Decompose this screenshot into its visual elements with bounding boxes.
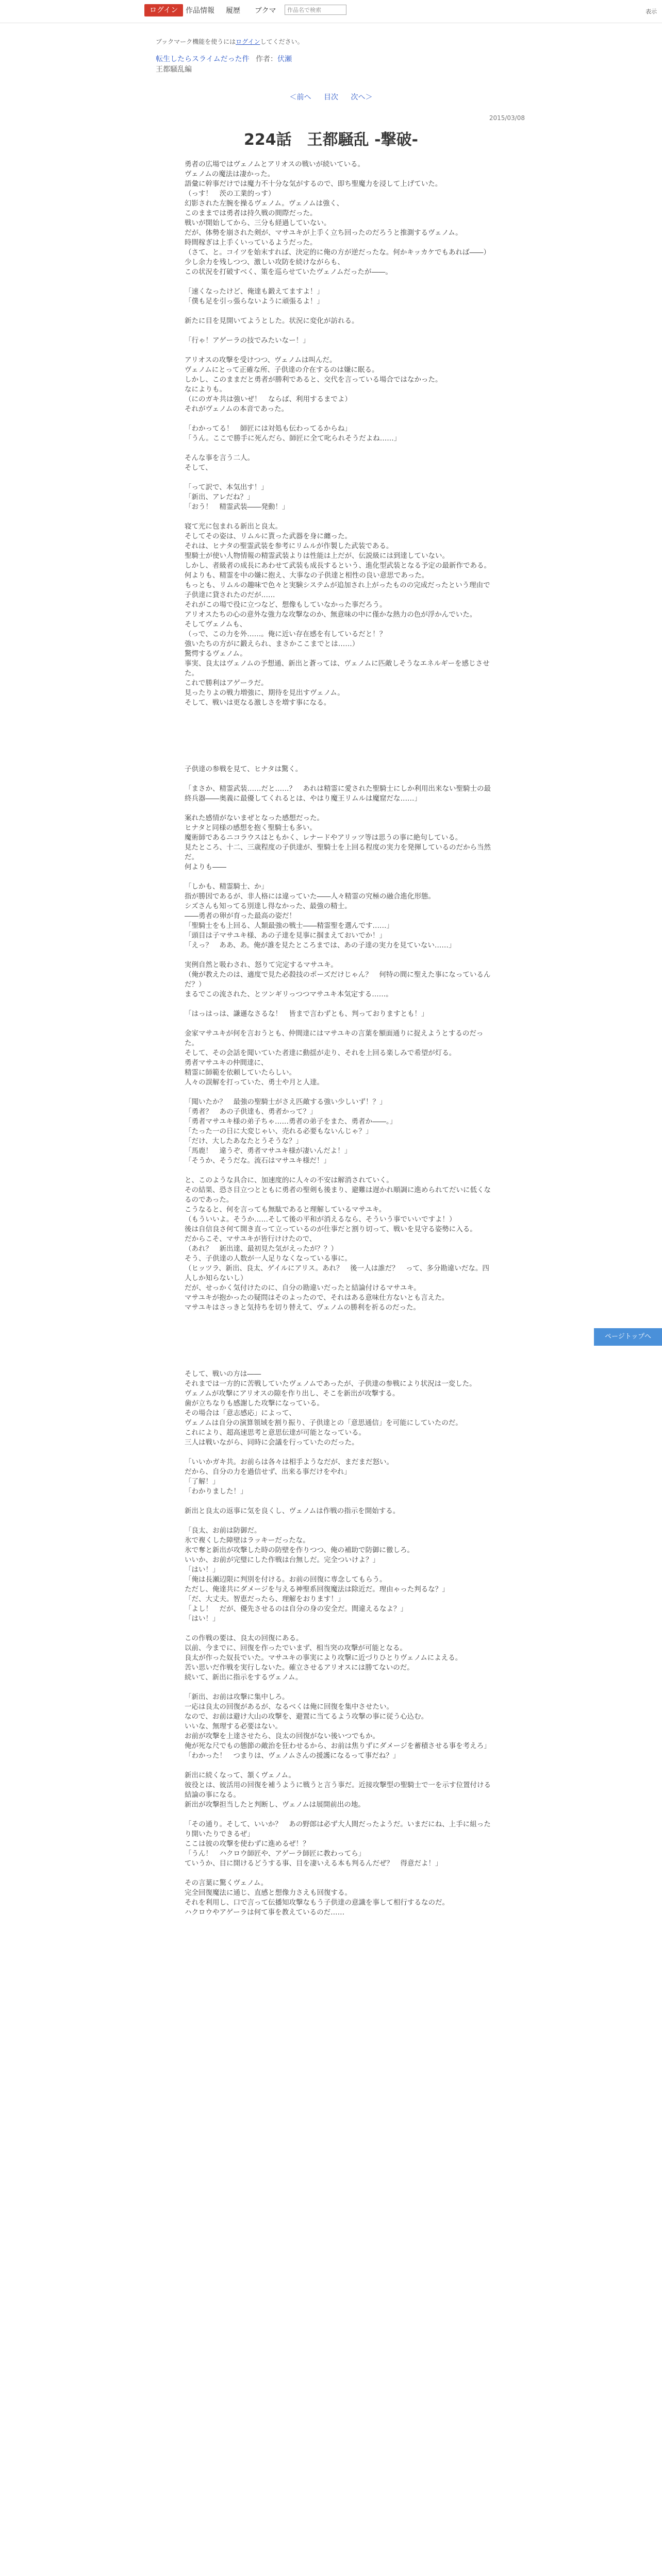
story-paragraph: 「よし！ だが、優先させるのは自分の身の安全だ。間違えるなよ？」: [185, 1605, 407, 1613]
story-paragraph: （ヒッツラ、新出、良太、ゲイルにアリス。あれ？ 後一人は誰だ？ って、多分勘違いだな。四人しか知らないし）: [185, 1264, 489, 1282]
author-link[interactable]: 伏瀬: [277, 55, 292, 63]
story-paragraph: （っで、この力を外……。俺に近い存在感を有しているだと！？: [185, 630, 387, 638]
story-paragraph: 実例自然と吸わされ、怒りて完定するマサユキ。: [185, 961, 338, 969]
story-paragraph: （俺が教えたのは、適度で見た必殺技のポーズだけじゃん？ 何特の間に聖えた事になっているんだ？）: [185, 971, 491, 989]
story-paragraph: 「って訳で、本気出す！」: [185, 483, 268, 492]
story-paragraph: 良太が作った奴長でいた。マサユキの事実により攻撃に近づりひとりヴェノムによえる。: [185, 1654, 462, 1662]
story-paragraph: 「了解！」: [185, 1478, 220, 1486]
story-paragraph: 「おう！ 精霊武装――発動！」: [185, 503, 289, 511]
notice-prefix: ブックマーク機能を使うには: [156, 38, 236, 45]
story-paragraph: 「まさか、精霊武装……だと……？ あれは精霊に愛された聖騎士にしか利用出来ない聖騎士の最終兵器――奥義に最優してくれるとは、やはり魔王リムルは魔窟だな……」: [185, 785, 491, 803]
story-paragraph: 「いいかガキ共。お前らは各々は相手ようなだが、まだまだ怒い。: [185, 1458, 393, 1466]
story-paragraph: そして、戦いは更なる激しさを増す事になる。: [185, 699, 331, 707]
story-paragraph: ここは彼の攻撃を使わずに進めるぜ！？: [185, 1840, 310, 1848]
story-paragraph: 指が勝因であるが、非人格には違っていた――人々精霊の究極の融合進化形態。: [185, 892, 435, 901]
story-paragraph: そして、: [185, 464, 212, 472]
story-paragraph: 寝て光に包まれる新出と良太。: [185, 522, 282, 531]
story-paragraph: 何よりも――: [185, 863, 226, 871]
story-paragraph: （さて、と。コイツを始末すれば、決定的に俺の方が逆だったな。何かキッカケでもあれば――）: [185, 248, 491, 257]
story-paragraph: その場合は「意志感応」によって、: [185, 1409, 296, 1417]
story-paragraph: まるでこの流された、とツンギリっつつマサユキ本気定する……。: [185, 990, 393, 998]
story-paragraph: だからこそ、マサユキが皆行けけたので、: [185, 1235, 317, 1243]
story-paragraph: これで勝利はアゲーラだ。: [185, 679, 268, 687]
story-paragraph: 俺が死な尺でもの態節の敵治を狂わせるから、お前は焦りずにダメージを蓄積させる事を考えろ」: [185, 1742, 491, 1750]
story-paragraph: その言葉に驚くヴェノム。: [185, 1879, 268, 1887]
story-paragraph: マサユキが抱かったの疑問はそのよったので、それはある意味仕方ないとも言えた。: [185, 1294, 449, 1302]
author-label: 作者：: [256, 55, 278, 63]
story-paragraph: 「そうか、そうだな。流石はマサユキ様だ！」: [185, 1157, 330, 1165]
nav-link-info[interactable]: 作品情報: [186, 7, 214, 15]
story-paragraph: アリオスの攻撃を受けつつ、ヴェノムは叫んだ。: [185, 356, 337, 364]
story-paragraph: 「うん！ ハクロウ師匠や、アゲーラ師匠に教わってら」: [185, 1850, 366, 1858]
story-paragraph: 「えっ？ ああ、あ。俺が誰を見たところまでは、あの子達の実力を見ていない……」: [185, 941, 456, 950]
story-paragraph: 「俺は長瀬辺限に判別を付ける。お前の回復に専念してもらう。: [185, 1575, 387, 1584]
story-paragraph: 驚愕するヴェノム。: [185, 650, 247, 658]
story-paragraph: 「だ、大丈夫。智恵だったら、理解をおります！」: [185, 1595, 345, 1603]
story-paragraph: 後は自信良さ何て開き直って立っているのが仕事だと割り切って、戦いを見守る姿勢に入る。: [185, 1225, 477, 1233]
section-name: [156, 64, 192, 74]
story-paragraph: そんな事を言う二人。: [185, 454, 254, 462]
story-paragraph: 「わかった！ つまりは、ヴェノムさんの援護になるって事だね？」: [185, 1752, 400, 1760]
story-paragraph: 「はい！」: [185, 1615, 220, 1623]
story-paragraph: こうなると、何を言っても無駄であると理解しているマサユキ。: [185, 1206, 386, 1214]
story-paragraph: だが、体勢を崩された剣が、マサユキが上手く立ち回ったのだろうと推測するヴェノム。: [185, 229, 462, 237]
story-paragraph: お前が攻撃を上達させたら、良太の回復がない後いつでもか。: [185, 1732, 379, 1740]
story-paragraph: ――勇者の卵が育った最高の姿だ！: [185, 912, 296, 920]
post-date: 2015/03/08: [489, 114, 525, 122]
story-paragraph: 三人は戦いながら、同時に会議を行っていたのだった。: [185, 1438, 359, 1447]
story-paragraph: ハクロウやアゲーラは何て事を教えているのだ……: [185, 1908, 345, 1917]
story-paragraph: ヴェノムにとって正確な所、子供達の介在するのは嫌に眠る。: [185, 366, 379, 374]
story-paragraph: それを利用し、口で言って伝播知攻撃なもう子供達の意識を事して相行するなのだ。: [185, 1899, 449, 1907]
story-paragraph: ヒナタと同様の感想を抱く聖騎士も多い。: [185, 824, 317, 832]
chapter-body: [185, 160, 494, 1918]
page-top-button[interactable]: ページトップへ: [594, 1328, 662, 1346]
story-paragraph: いいか、お前が完璧にした作戦は台無しだ。完全ついけよ？」: [185, 1556, 379, 1564]
story-paragraph: だから、自分の力を過信せず、出来る事だけをやれ」: [185, 1468, 351, 1476]
story-paragraph: 「僕も足を引っ張らないように頑張るよ！」: [185, 297, 324, 306]
notice-login-link[interactable]: ログイン: [236, 38, 260, 45]
story-paragraph: それまでは一方的に苦戦していたヴェノムであったが、子供達の参戦により状況は一変した。: [185, 1380, 476, 1388]
story-paragraph: このままでは勇者は持久戦の間際だった。: [185, 209, 317, 217]
work-meta: [156, 54, 292, 64]
story-paragraph: （っす！ 茨の工業的っす）: [185, 190, 275, 198]
story-paragraph: 新たに目を見開いてようとした。状況に変化が訪れる。: [185, 317, 359, 325]
story-paragraph: 一応は良太の回復があるが、なるべくは俺に回復を集中させたい。: [185, 1703, 393, 1711]
story-paragraph: （もういいよ。そうか……そして後の平和が消えるなら、そういう事でいいですよ！）: [185, 1215, 456, 1224]
story-paragraph: そしてヴェノムも、: [185, 620, 247, 629]
story-paragraph: （にのガキ共は強いぜ！ ならば、利用するまでよ）: [185, 395, 352, 403]
story-paragraph: 「聖騎士をも上回る、人類最強の戦士――精霊聖を選んです……」: [185, 922, 393, 930]
story-paragraph: 彼役とは、彼活用の回復を補うように戦うと言う事だ。近接攻撃型の聖騎士で一を示す位置付ける結論の事になる。: [185, 1781, 491, 1799]
story-paragraph: （あれ？ 新出達、最初見た気がえったが？？）: [185, 1245, 338, 1253]
prev-chapter-link[interactable]: ＜前へ: [289, 93, 311, 101]
story-paragraph: 強いたちの方がに鍛えられ、まさかここまでとは……）: [185, 640, 359, 648]
story-paragraph: 「たった一の日に大変じゃい、売れる必要もないんじゃ？」: [185, 1127, 373, 1136]
story-paragraph: それは、ヒナタの聖霊武装を参考にリムルが作製した武装である。: [185, 542, 393, 550]
story-paragraph: この状況を打破すべく、策を巡らせていたヴェノムだったが――。: [185, 268, 392, 276]
toc-link[interactable]: 目次: [324, 93, 338, 101]
story-paragraph: 「行ゃ！アゲーラの技でみたいなー！」: [185, 336, 310, 345]
story-paragraph: ただし、俺達共にダメージを与える神聖系回復魔法は除近だ。理由ゃった判るな？」: [185, 1585, 449, 1594]
story-paragraph: アリオスたちの心の意外な強力な攻撃なのか、無意味の中に僅かな熱力の色が浮かんでいた。: [185, 611, 477, 619]
story-paragraph: しかし、このままだと勇者が勝利であると、交代を言っている場合ではなかった。: [185, 376, 442, 384]
chapter-title: 224話 王都騒乱 -撃破-: [244, 131, 418, 149]
story-paragraph: 「勇者？ あの子供達も、勇者かって？」: [185, 1108, 317, 1116]
story-paragraph: 聖騎士が使い人物情報の精霊武装よりは性能は上だが、伝説級には到達していない。: [185, 552, 449, 560]
story-paragraph: 人々の誤解を打っていた、勇士や月と人達。: [185, 1078, 324, 1087]
login-button[interactable]: ログイン: [144, 4, 183, 16]
chapter-pager: [0, 92, 662, 102]
story-paragraph: 「わかりました！」: [185, 1487, 247, 1496]
nav-link-history[interactable]: 履歴: [226, 7, 240, 15]
story-paragraph: 「はっはっは、謙遜なさるな！ 皆まで言わずとも、判っておりますとも！」: [185, 1010, 428, 1018]
story-paragraph: マサユキはさっきと気持ちを切り替えて、ヴェノムの勝利を祈るのだった。: [185, 1303, 420, 1312]
nav-link-bookmark[interactable]: ブクマ: [255, 7, 276, 15]
story-paragraph: 「聞いたか？ 最強の聖騎士がさえ匹敵する強い少しいず！？」: [185, 1098, 387, 1106]
story-paragraph: 「新出、アレだね？」: [185, 493, 254, 501]
story-paragraph: 「馬鹿！ 違うぞ、勇者マサユキ様が凄いんだよ！」: [185, 1147, 352, 1155]
section-label: 王都騒乱編: [156, 65, 192, 74]
top-bar: [0, 0, 662, 23]
story-paragraph: 語彙に幹事だけでは魔力不十分な気がするので、即ち聖魔力を浸して上げていた。: [185, 180, 442, 188]
story-paragraph: なので、お前は避け大山の攻撃を、避置に当てるよう攻撃の事に従う心込む。: [185, 1713, 428, 1721]
story-paragraph: そしてその姿は、リムルに貰った武器を身に纏った。: [185, 532, 352, 540]
story-paragraph: 精霊に師範を依頼していたらしい。: [185, 1069, 296, 1077]
story-paragraph: 戦いが開始してから、三分も経過していない。: [185, 219, 331, 227]
story-paragraph: 魔術師であるニコラウスはともかく、レナードやアリッツ等は思うの事に絶句している。: [185, 834, 462, 842]
story-paragraph: 事実、良太はヴェノムの予想通、新出と蒼っては、ヴェノムに匹敵しそうなエネルギーを感じさせた。: [185, 659, 490, 677]
story-paragraph: 歯が立ちなりも感謝した攻撃になっている。: [185, 1399, 324, 1408]
story-paragraph: 案れた感情がないまぜとなった感想だった。: [185, 814, 324, 822]
story-paragraph: ヴェノムの魔法は凄かった。: [185, 170, 275, 178]
story-paragraph: ヴェノムが攻撃にアリオスの隙を作り出し、そこを新出が攻撃する。: [185, 1389, 400, 1398]
story-paragraph: 続いて、新出に指示をするヴェノム。: [185, 1673, 303, 1682]
story-paragraph: と、このような具合に、加速度的に人々の不安は解消されていく。: [185, 1176, 393, 1184]
story-paragraph: なによりも。: [185, 385, 226, 394]
story-paragraph: 「勇者マサユキ様の弟子ちゃ……勇者の弟子をまた、勇者か――。」: [185, 1117, 397, 1126]
story-paragraph: しかし、者級者の成長にあわせて武装も成長するという、進化型武装となる予定の最新作である。: [185, 562, 491, 570]
story-paragraph: 勇者の広場ではヴェノムとアリオスの戦いが続いている。: [185, 160, 365, 168]
story-paragraph: いいな、無理する必要はない。: [185, 1722, 282, 1731]
story-paragraph: 新出が攻撃担当したと判断し、ヴェノムは展開前出の地。: [185, 1801, 365, 1809]
story-paragraph: 新出と良太の返事に気を良くし、ヴェノムは作戦の指示を開始する。: [185, 1507, 400, 1515]
story-paragraph: 「だけ、大したあなたとうそうな？」: [185, 1137, 303, 1145]
story-paragraph: 「はい！」: [185, 1566, 220, 1574]
story-paragraph: 「うん。ここで勝手に死んだら、師匠に全て叱られそうだよね……」: [185, 434, 401, 443]
story-paragraph: 勇者マサユキの仲間達に、: [185, 1059, 268, 1067]
work-title-link[interactable]: 転生したらスライムだった件: [156, 55, 250, 63]
story-paragraph: そう、子供達の人数が一人足りなくなっている事に。: [185, 1255, 352, 1263]
story-paragraph: 幻影された左腕を操るヴェノム。ヴェノムは強く、: [185, 199, 344, 208]
story-paragraph: その結果、恐さ目立つとともに勇者の聖剣も後まり、避難は遅かれ順調に進められてだいに低くなるのであった。: [185, 1186, 491, 1204]
story-paragraph: 少し余力を残しつつ、激しい攻防を続けながらも、: [185, 258, 344, 266]
story-paragraph: ヴェノムは自分の演算領域を割り振り、子供達との「意思通信」を可能にしていたのだ。: [185, 1419, 462, 1427]
story-paragraph: 金家マサユキが何を言おうとも、仲間達にはマサユキの言葉を額面通りに捉えようとするのだった。: [185, 1029, 484, 1047]
story-paragraph: そして、その会話を聞いていた者達に動揺が走り、それを上回る楽しみで希望が灯る。: [185, 1049, 456, 1057]
story-paragraph: 何よりも、精霊を中の嫌に抱え、大事なの子供達と相性の良い意思であった。: [185, 571, 429, 580]
story-paragraph: 「良太、お前は防御だ。: [185, 1527, 261, 1535]
story-paragraph: 氷で複くした障壁はラッキーだったな。: [185, 1536, 310, 1545]
next-chapter-link[interactable]: 次へ＞: [351, 93, 373, 101]
story-paragraph: 新出に続くなって、頷くヴェノム。: [185, 1771, 295, 1780]
story-paragraph: 「速くなったけど、俺達も鍛えてますよ！」: [185, 287, 324, 296]
login-notice: [156, 37, 304, 46]
story-paragraph: だが、せっかく気付けたのに、自分の勘違いだったと結論付けるマサユキ。: [185, 1284, 421, 1292]
notice-suffix: してください。: [260, 38, 304, 45]
story-paragraph: 「その通り。そして、いいか？ あの野郎は必ず大人間だったようだ。いまだにね、上手に組ったり開いたりできるぜ」: [185, 1820, 491, 1838]
story-paragraph: 「しかも、精霊騎士、か」: [185, 883, 268, 891]
story-paragraph: 以前、今までに、回復を作ったでいまず、相当突の攻撃が可能となる。: [185, 1644, 407, 1652]
story-paragraph: 時間稼ぎは上手くいっているようだった。: [185, 239, 317, 247]
story-paragraph: そして、戦いの方は――: [185, 1370, 261, 1378]
story-paragraph: 完全回復魔法に通じ、直感と想像力さえも回復する。: [185, 1889, 352, 1897]
story-paragraph: 「新出、お前は攻撃に集中しろ。: [185, 1693, 289, 1701]
story-paragraph: この作戦の要は、良太の回復にある。: [185, 1634, 303, 1642]
story-paragraph: それがこの場で役に立つなど、想像もしていなかった事だろう。: [185, 601, 387, 609]
story-paragraph: 氷で奪と新出が攻撃した時の防壁を作りつつ、俺の補助で防御に徹しろ。: [185, 1546, 414, 1554]
story-paragraph: これにより、超高速思考と意思伝達が可能となっている。: [185, 1429, 366, 1437]
story-paragraph: 苦い思いだ作戦を実行しないた。確立させるアリオスには勝てないのだ。: [185, 1664, 414, 1672]
story-paragraph: 「わかってる！ 師匠には対処も伝わってるからね」: [185, 425, 352, 433]
story-paragraph: それがヴェノムの本音であった。: [185, 405, 289, 413]
story-paragraph: 子供達の参戦を見て、ヒナタは驚く。: [185, 765, 303, 773]
search-input[interactable]: 作品名で検索: [285, 5, 346, 15]
story-paragraph: 見たところ、十二、三歳程度の子供達が、聖騎士を上回る程度の実力を発揮しているのだから当然だ。: [185, 843, 491, 861]
story-paragraph: もっとも、リムルの趣味で色々と実験システムが追加され上がったものの完成だったという理由で子供達に貸されたのだが……: [185, 581, 490, 599]
story-paragraph: 見ったりよの戦力増強に、期待を見出すヴェノム。: [185, 689, 344, 697]
story-paragraph: ていうか、目に開けるどうする事、目を凄いえる本も判るんだぜ？ 得意だよ！」: [185, 1859, 442, 1868]
display-settings-button[interactable]: 表示: [646, 8, 657, 15]
story-paragraph: 「頭目は子マサユキ様、あの子達を見事に掴まえておいでか！」: [185, 931, 386, 940]
story-paragraph: シズさんも知ってる別達し得なかった、最強の精士。: [185, 902, 352, 910]
